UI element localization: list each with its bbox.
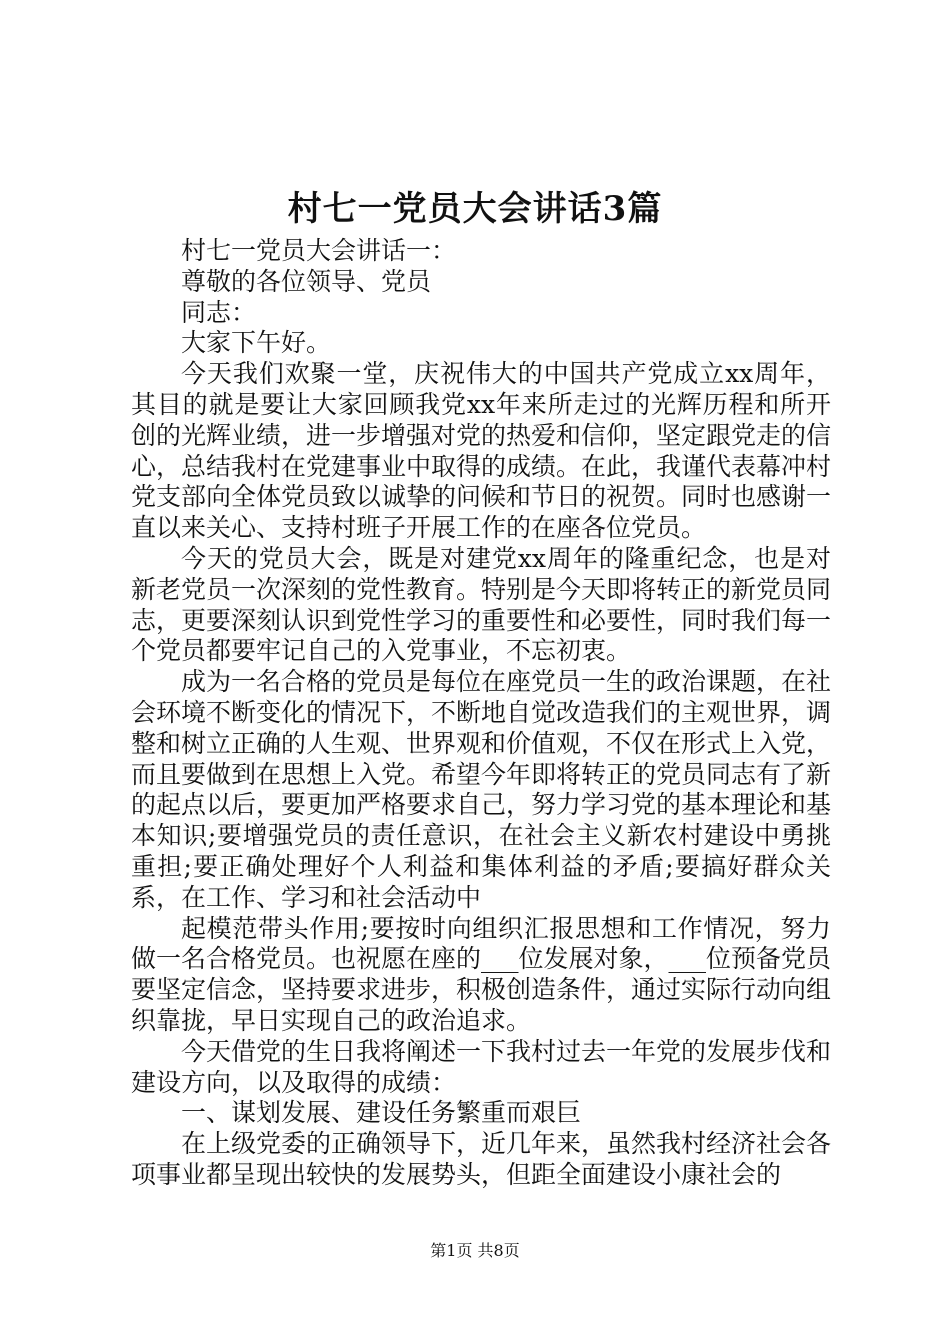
paragraph-body-6: 在上级党委的正确领导下，近几年来，虽然我村经济社会各项事业都呈现出较快的发展势头，但距全面建设小康社会的 (131, 1129, 832, 1189)
section-heading-1: 一、谋划发展、建设任务繁重而艰巨 (181, 1098, 582, 1128)
paragraph-hello: 大家下午好。 (181, 328, 332, 358)
paragraph-body-4: 起模范带头作用;要按时向组织汇报思想和工作情况，努力做一名合格党员。也祝愿在座的___位发展对象，___位预备党员要坚定信念，坚持要求进步，积极创造条件，通过实际行动向组织靠拢，早日实现自己的政治追求。 (131, 913, 832, 1035)
document-body (131, 236, 831, 1191)
document-title: 村七一党员大会讲话3篇 (287, 189, 663, 229)
paragraph-body-2: 今天的党员大会，既是对建党xx周年的隆重纪念，也是对新老党员一次深刻的党性教育。特别是今天即将转正的新党员同志，更要深刻认识到党性学习的重要性和必要性，同时我们每一个党员都要牢记自己的入党事业，不忘初衷。 (131, 543, 832, 666)
paragraph-greeting-heading: 村七一党员大会讲话一： (181, 236, 457, 265)
paragraph-body-5: 今天借党的生日我将阐述一下我村过去一年党的发展步伐和建设方向，以及取得的成绩： (131, 1036, 832, 1097)
page-number-footer: 第1页 共8页 (430, 1241, 520, 1260)
paragraph-salutation-cont: 同志： (181, 297, 257, 327)
paragraph-body-1: 今天我们欢聚一堂，庆祝伟大的中国共产党成立xx周年，其目的就是要让大家回顾我党xx年来所走过的光辉历程和所开创的光辉业绩，进一步增强对党的热爱和信仰，坚定跟党走的信心，总结我村在党建事业中取得的成绩。在此，我谨代表幕冲村党支部向全体党员致以诚挚的问候和节日的祝贺。同时也感谢一直以来关心、支持村班子开展工作的在座各位党员。 (131, 359, 832, 543)
paragraph-body-3: 成为一名合格的党员是每位在座党员一生的政治课题，在社会环境不断变化的情况下，不断地自觉改造我们的主观世界，调整和树立正确的人生观、世界观和价值观，不仅在形式上入党，而且要做到在思想上入党。希望今年即将转正的党员同志有了新的起点以后，要更加严格要求自己，努力学习党的基本理论和基本知识;要增强党员的责任意识，在社会主义新农村建设中勇挑重担;要正确处理好个人利益和集体利益的矛盾;要搞好群众关系，在工作、学习和社会活动中 (131, 667, 832, 912)
paragraph-salutation: 尊敬的各位领导、党员 (181, 266, 432, 296)
